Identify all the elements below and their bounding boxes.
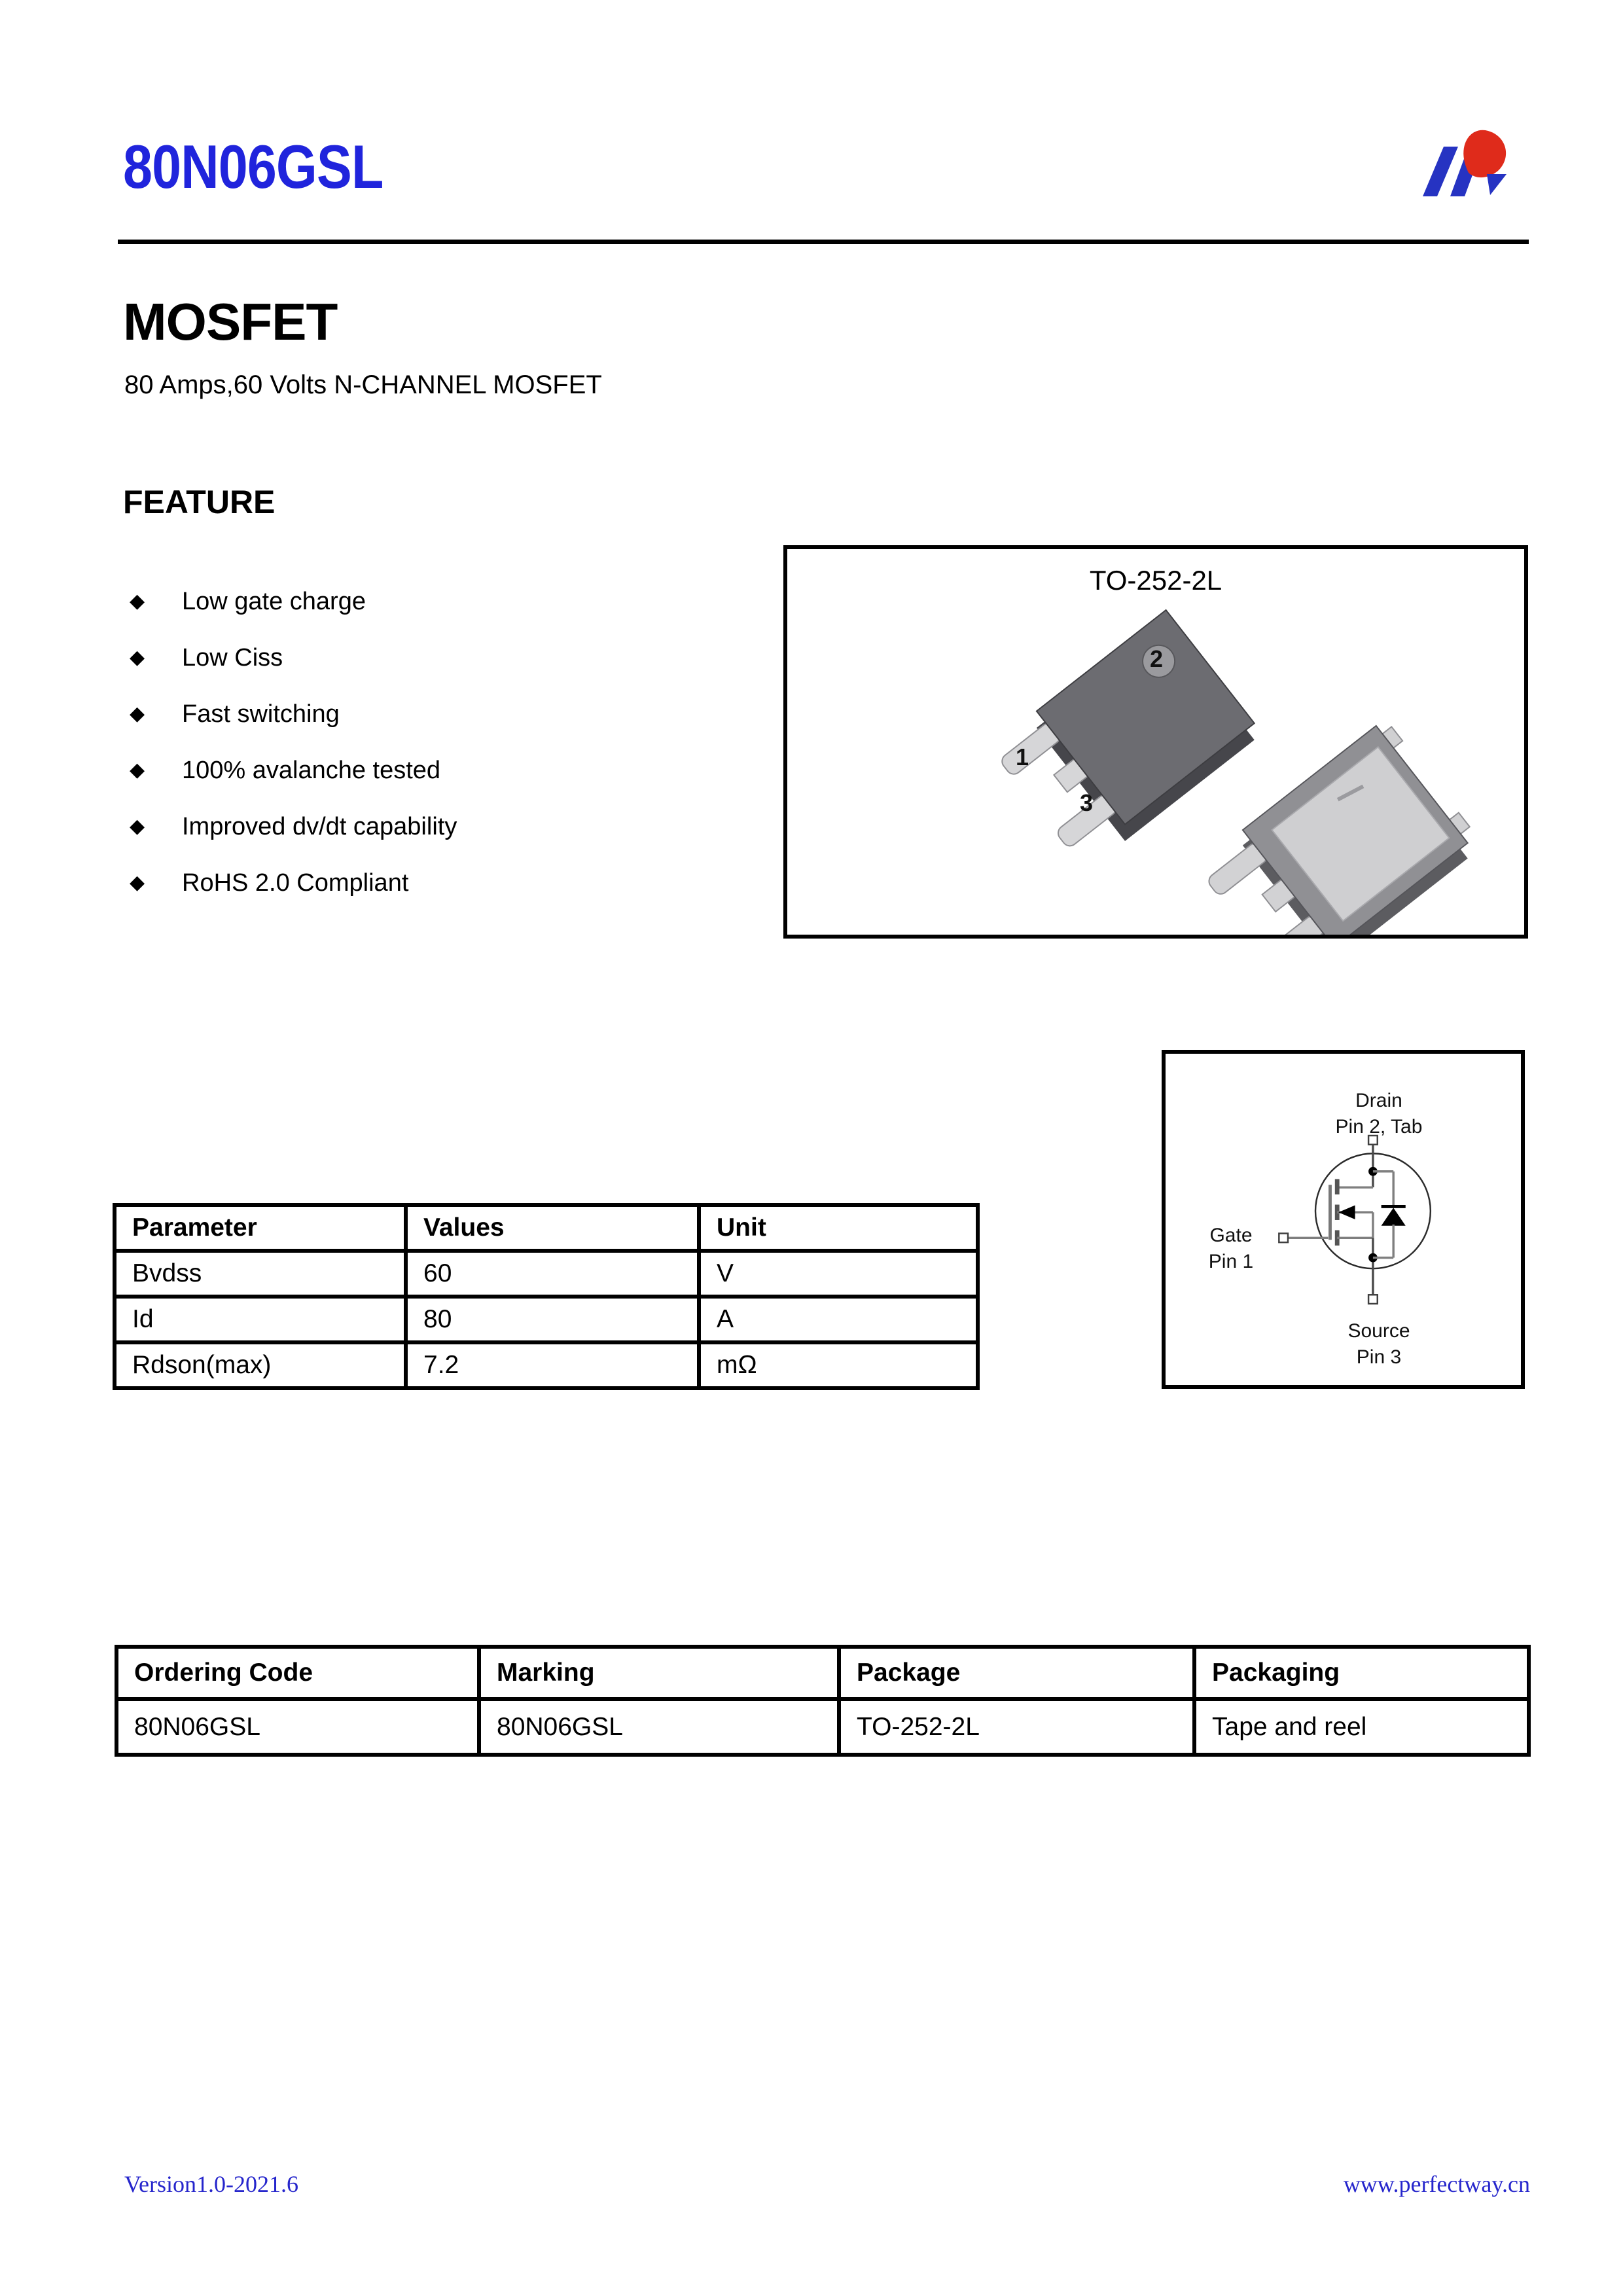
table-cell: 80N06GSL (116, 1699, 479, 1755)
pin-label-gate-pin: Pin 1 (1208, 1251, 1254, 1272)
diamond-bullet-icon: ◆ (130, 703, 145, 725)
package-outline-box (783, 545, 1528, 939)
header-cell: Unit (699, 1205, 978, 1251)
diamond-bullet-icon: ◆ (130, 816, 145, 837)
header-cell: Marking (479, 1647, 839, 1699)
feature-label: Fast switching (182, 700, 340, 728)
feature-item (130, 855, 719, 911)
package-box-label: TO-252-2L (1089, 565, 1222, 596)
pin-label-source (1281, 1318, 1477, 1371)
table-cell: V (699, 1251, 978, 1297)
feature-item (130, 798, 719, 855)
diamond-bullet-icon: ◆ (130, 759, 145, 781)
table-row (115, 1342, 978, 1388)
table-cell: 7.2 (406, 1342, 699, 1388)
table-cell: A (699, 1297, 978, 1342)
page-title: MOSFET (123, 293, 338, 351)
table-header-row (115, 1205, 978, 1251)
footer-website: www.perfectway.cn (1343, 2171, 1530, 2197)
table-cell: 60 (406, 1251, 699, 1297)
feature-item (130, 742, 719, 798)
diamond-bullet-icon: ◆ (130, 872, 145, 893)
table-row (115, 1297, 978, 1342)
pin-label-gate-name: Gate (1209, 1225, 1253, 1246)
table-cell: 80N06GSL (479, 1699, 839, 1755)
table-cell: Bvdss (115, 1251, 406, 1297)
features-heading: FEATURE (123, 484, 276, 520)
pin-label-source-name: Source (1347, 1320, 1410, 1342)
table-row (116, 1699, 1529, 1755)
pin-label-source-pin: Pin 3 (1356, 1346, 1402, 1368)
feature-label: 100% avalanche tested (182, 756, 441, 784)
feature-label: RoHS 2.0 Compliant (182, 869, 409, 897)
table-cell: mΩ (699, 1342, 978, 1388)
ordering-table (115, 1645, 1531, 1757)
feature-label: Low gate charge (182, 587, 366, 615)
header-divider (118, 240, 1529, 244)
page-subtitle: 80 Amps,60 Volts N-CHANNEL MOSFET (124, 370, 602, 399)
diamond-bullet-icon: ◆ (130, 647, 145, 668)
table-header-row (116, 1647, 1529, 1699)
feature-item (130, 573, 719, 630)
features-list (130, 573, 719, 911)
table-cell: Rdson(max) (115, 1342, 406, 1388)
feature-label: Improved dv/dt capability (182, 812, 457, 840)
pinout-box (1162, 1050, 1525, 1389)
header-cell: Packaging (1194, 1647, 1529, 1699)
header-cell: Values (406, 1205, 699, 1251)
pin-number-label: 2 (1150, 645, 1164, 672)
table-cell: TO-252-2L (839, 1699, 1194, 1755)
header-cell: Parameter (115, 1205, 406, 1251)
diamond-bullet-icon: ◆ (130, 590, 145, 612)
pin-label-drain-pin: Pin 2, Tab (1335, 1116, 1423, 1138)
table-cell: 80 (406, 1297, 699, 1342)
package-3d-image (787, 549, 1524, 935)
ratings-table (113, 1203, 980, 1390)
feature-label: Low Ciss (182, 643, 283, 672)
pin-number-label: 3 (1080, 789, 1094, 816)
pin-label-drain (1281, 1088, 1477, 1140)
table-row (115, 1251, 978, 1297)
part-number-title: 80N06GSL (123, 132, 383, 201)
table-cell: Tape and reel (1194, 1699, 1529, 1755)
header-cell: Package (839, 1647, 1194, 1699)
header-cell: Ordering Code (116, 1647, 479, 1699)
pin-label-gate (1185, 1223, 1277, 1275)
feature-item (130, 630, 719, 686)
pin-number-label: 1 (1016, 744, 1029, 770)
footer-version: Version1.0-2021.6 (124, 2171, 298, 2197)
company-logo-icon (1414, 117, 1508, 206)
feature-item (130, 686, 719, 742)
table-cell: Id (115, 1297, 406, 1342)
pin-label-drain-name: Drain (1355, 1090, 1402, 1111)
